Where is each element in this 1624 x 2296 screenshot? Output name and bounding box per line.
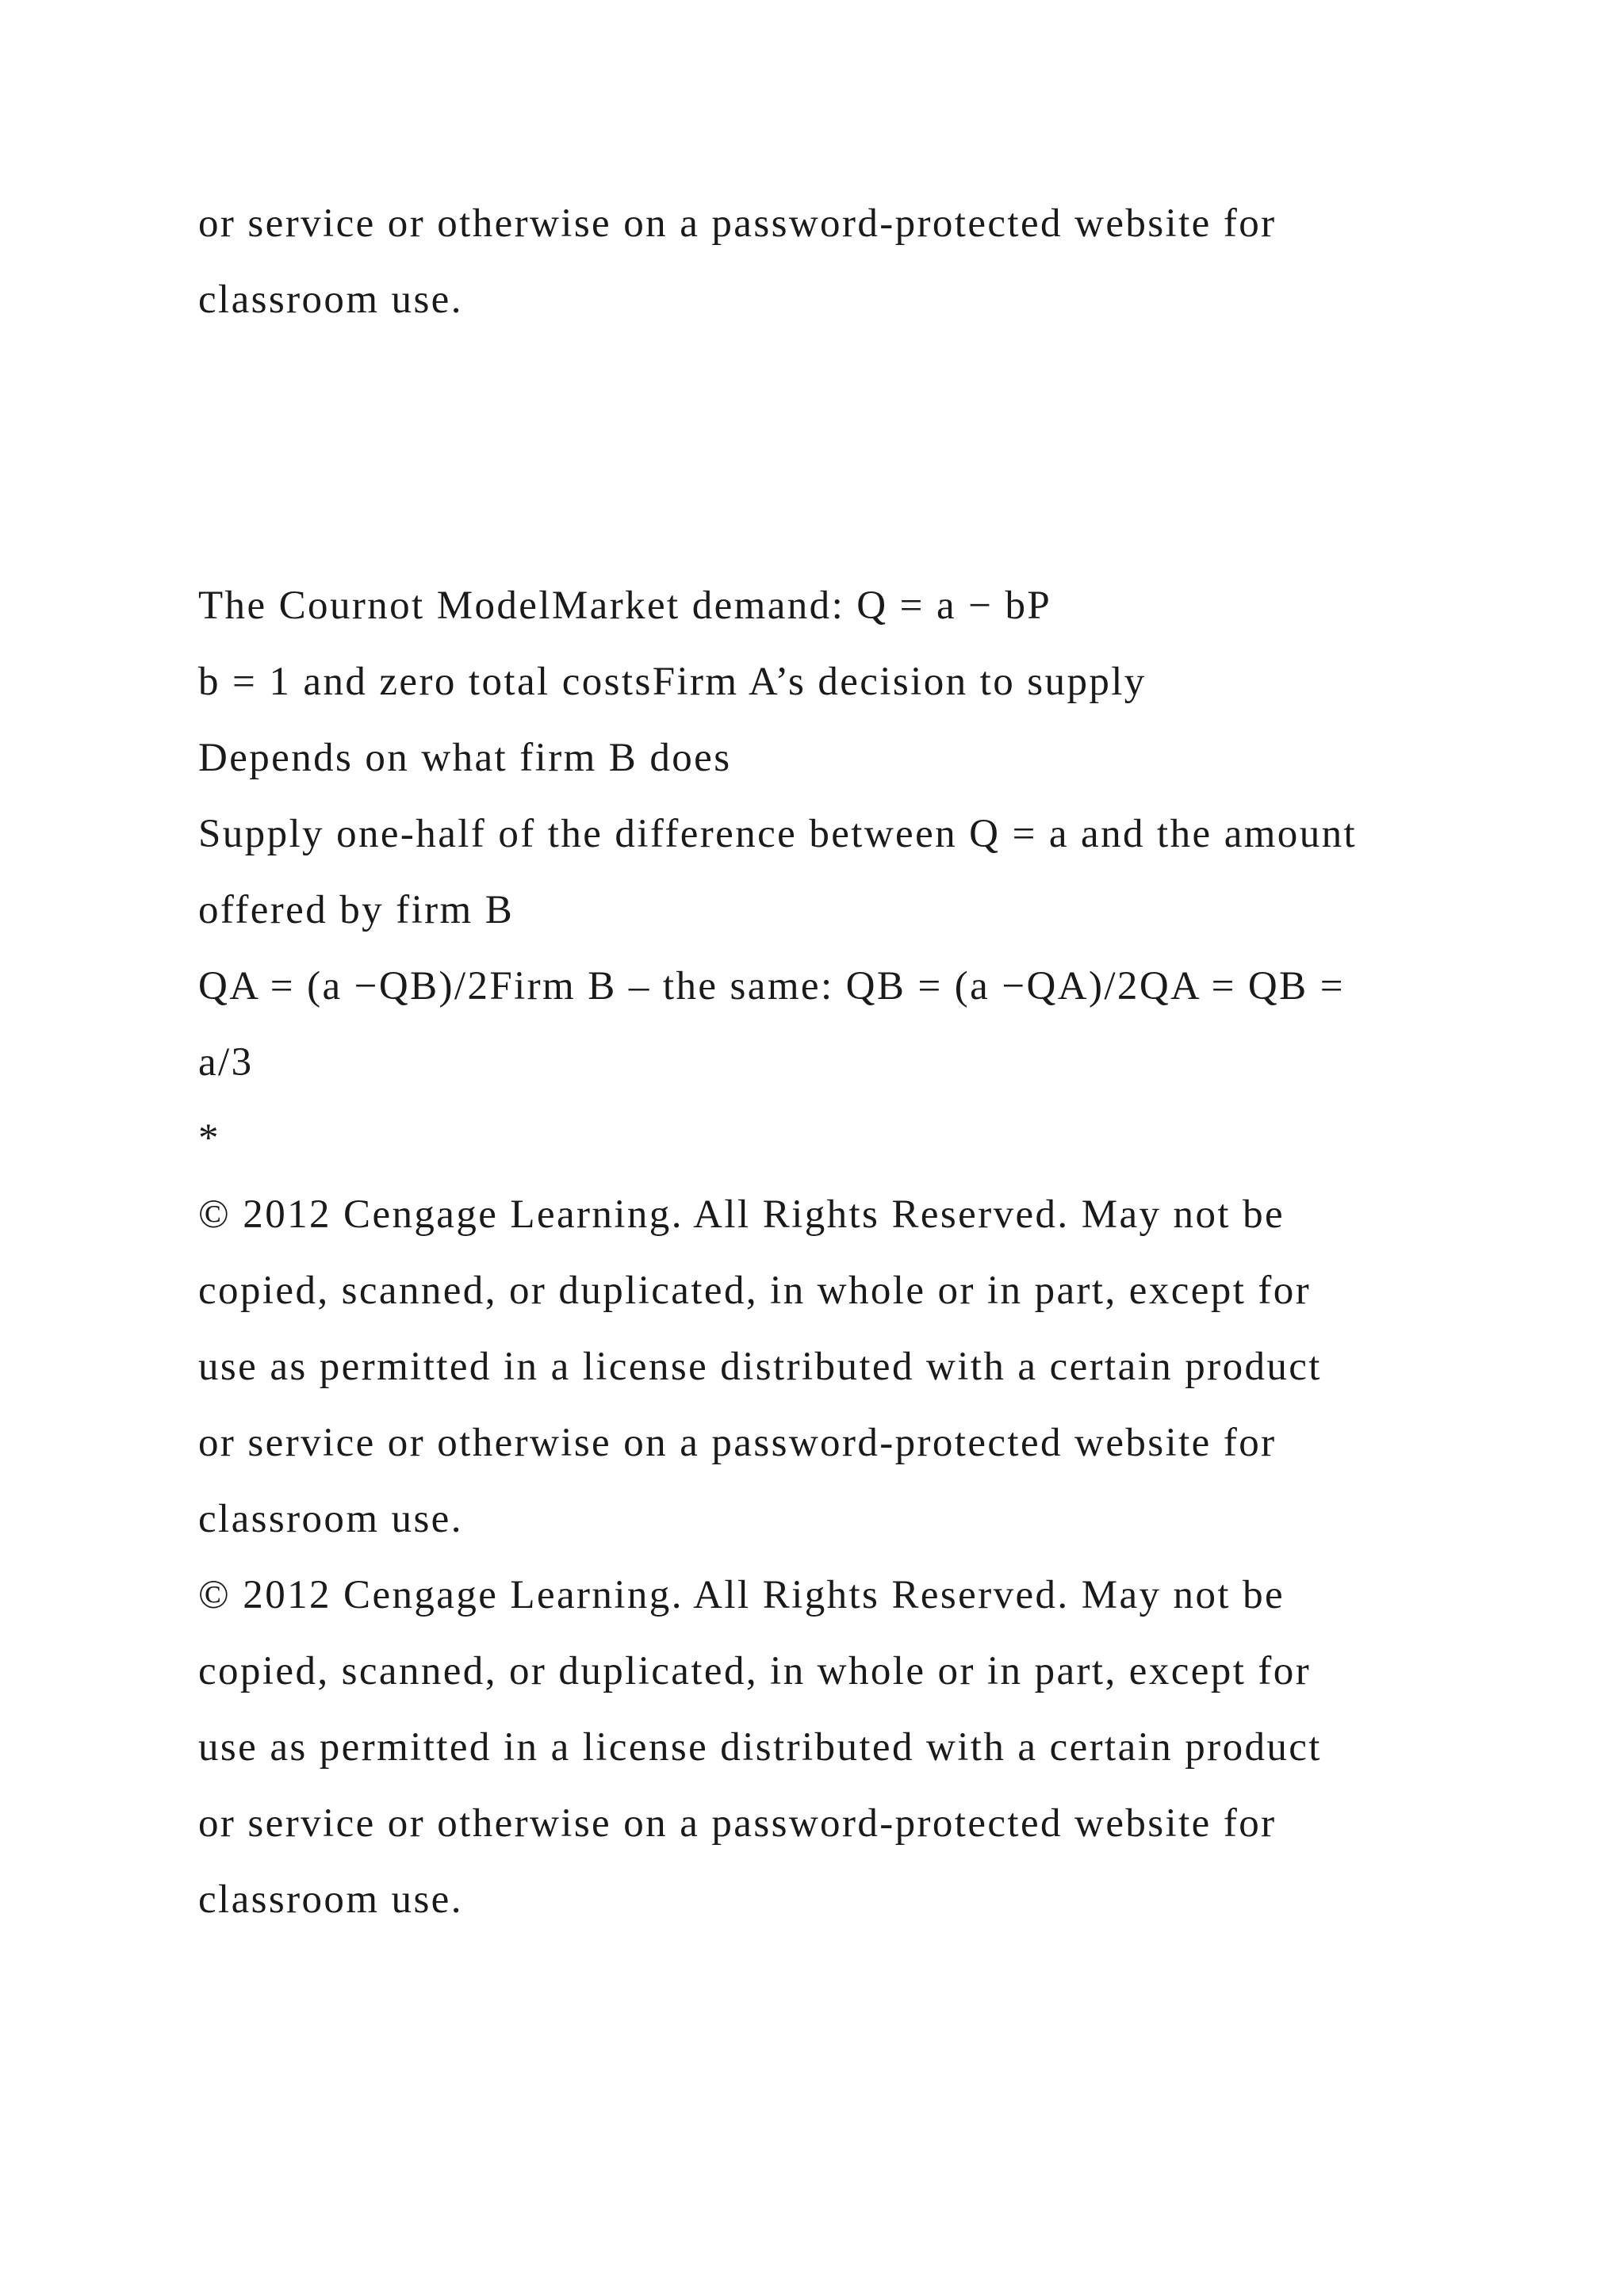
copyright-line: or service or otherwise on a password-protected website for [198, 1421, 1277, 1465]
text-line: or service or otherwise on a password-protected website for [198, 201, 1277, 246]
copyright-line: copied, scanned, or duplicated, in whole or in part, except for [198, 1649, 1312, 1693]
text-line: offered by firm B [198, 888, 515, 932]
text-line: Depends on what firm B does [198, 736, 732, 780]
copyright-line: © 2012 Cengage Learning. All Rights Reserved. May not be [198, 1573, 1285, 1617]
text-line: QA = (a −QB)/2Firm B – the same: QB = (a −QA)/2QA = QB = [198, 964, 1345, 1008]
text-line: b = 1 and zero total costsFirm A’s decision to supply [198, 660, 1147, 704]
copyright-line: use as permitted in a license distributed with a certain product [198, 1345, 1322, 1389]
text-line: classroom use. [198, 277, 463, 322]
text-line: a/3 [198, 1040, 254, 1085]
copyright-line: copied, scanned, or duplicated, in whole or in part, except for [198, 1269, 1312, 1313]
copyright-line: © 2012 Cengage Learning. All Rights Reserved. May not be [198, 1192, 1285, 1237]
text-line: The Cournot ModelMarket demand: Q = a − bP [198, 584, 1052, 628]
copyright-line: or service or otherwise on a password-protected website for [198, 1801, 1277, 1846]
copyright-line: use as permitted in a license distributed with a certain product [198, 1725, 1322, 1770]
copyright-line: classroom use. [198, 1877, 463, 1922]
text-line: Supply one-half of the difference between Q = a and the amount [198, 812, 1358, 856]
copyright-line: classroom use. [198, 1497, 463, 1541]
text-line: * [198, 1116, 220, 1161]
